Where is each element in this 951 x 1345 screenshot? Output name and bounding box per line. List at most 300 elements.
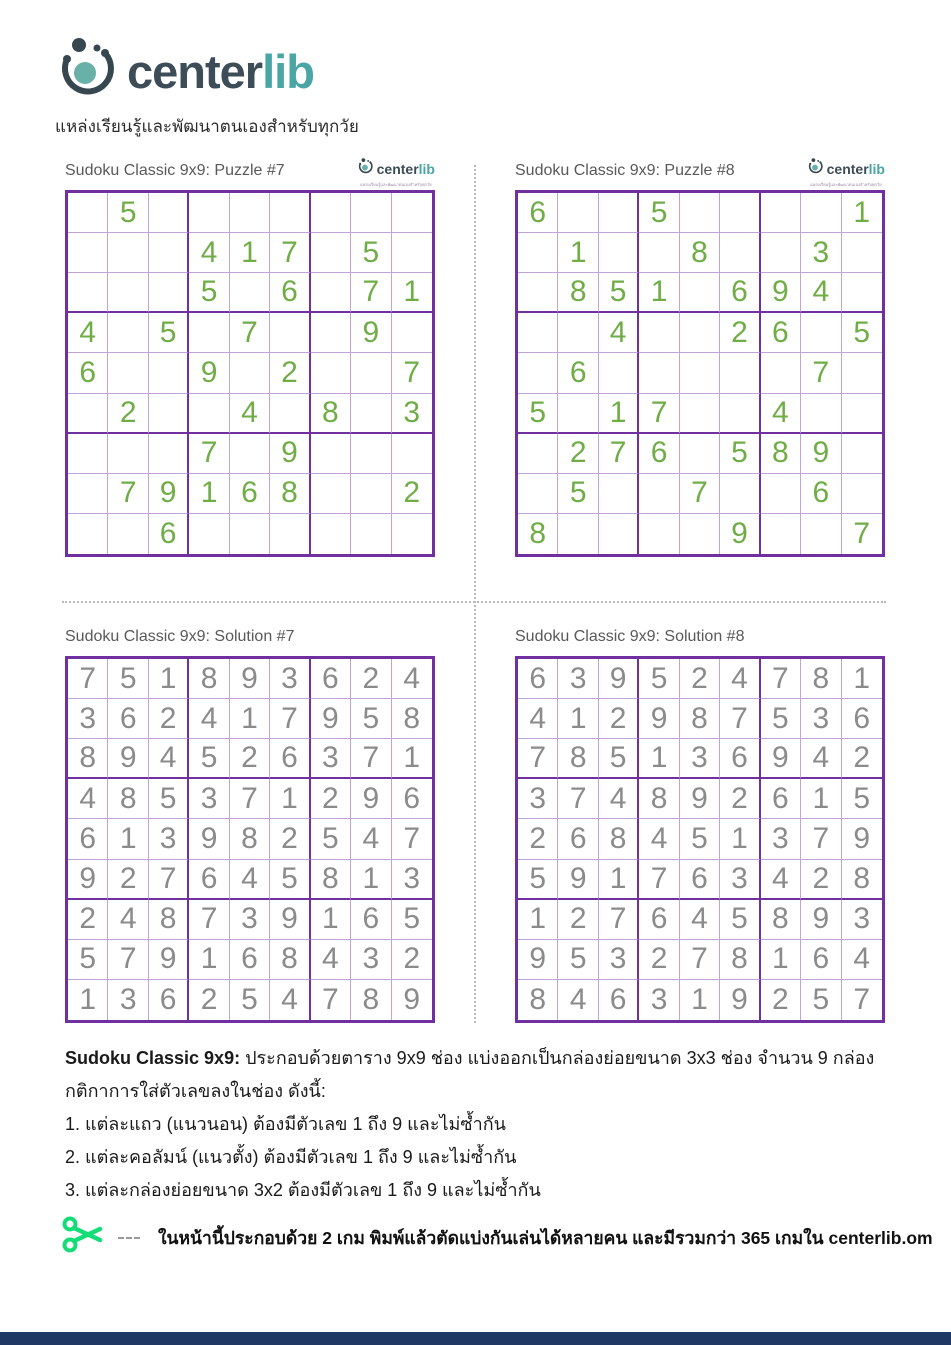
sudoku-cell: 5: [189, 739, 229, 779]
sudoku-cell: 4: [599, 779, 639, 819]
sudoku-cell: [680, 394, 720, 434]
sudoku-cell: 2: [801, 860, 841, 900]
sudoku-cell: [108, 313, 148, 353]
sudoku-cell: 9: [599, 659, 639, 699]
sudoku-cell: 8: [680, 233, 720, 273]
sudoku-cell: 7: [351, 739, 391, 779]
sudoku-cell: 9: [761, 273, 801, 313]
sudoku-cell: [351, 474, 391, 514]
sudoku-cell: 9: [761, 739, 801, 779]
sudoku-cell: 5: [761, 699, 801, 739]
sudoku-cell: 6: [68, 819, 108, 859]
brand-wordmark: [127, 45, 314, 98]
sudoku-cell: 3: [189, 779, 229, 819]
sudoku-cell: 4: [68, 779, 108, 819]
sudoku-cell: [311, 514, 351, 554]
sudoku-cell: 8: [270, 474, 310, 514]
sudoku-cell: 1: [68, 980, 108, 1020]
sudoku-cell: [518, 353, 558, 393]
sudoku-cell: 8: [720, 940, 760, 980]
sudoku-cell: 1: [842, 193, 882, 233]
sudoku-cell: [518, 273, 558, 313]
sudoku-cell: [639, 514, 679, 554]
sudoku-cell: 3: [68, 699, 108, 739]
sudoku-cell: 9: [801, 900, 841, 940]
sudoku-cell: [68, 394, 108, 434]
sudoku-cell: 4: [108, 900, 148, 940]
sudoku-cell: 8: [558, 739, 598, 779]
sudoku-cell: 1: [149, 659, 189, 699]
sudoku-cell: 1: [392, 273, 432, 313]
sudoku-cell: 4: [801, 739, 841, 779]
sudoku-cell: 7: [351, 273, 391, 313]
sudoku-cell: 6: [392, 779, 432, 819]
sudoku-cell: 5: [680, 819, 720, 859]
sudoku-cell: 1: [639, 739, 679, 779]
sudoku-cell: 5: [558, 474, 598, 514]
sudoku-cell: [351, 394, 391, 434]
vertical-cut-divider: [474, 165, 476, 1023]
sudoku-cell: 6: [230, 474, 270, 514]
sudoku-cell: [761, 474, 801, 514]
sudoku-cell: [720, 474, 760, 514]
sudoku-cell: 3: [680, 739, 720, 779]
sudoku-cell: 7: [599, 900, 639, 940]
sudoku-cell: [801, 394, 841, 434]
sudoku-cell: 7: [392, 819, 432, 859]
sudoku-cell: 4: [639, 819, 679, 859]
sudoku-cell: 4: [189, 233, 229, 273]
sudoku-cell: 8: [761, 900, 801, 940]
sudoku-cell: 9: [639, 699, 679, 739]
sudoku-cell: 7: [230, 313, 270, 353]
brand-tagline: แหล่งเรียนรู้และพัฒนาตนเองสำหรับทุกวัย: [55, 117, 359, 136]
sudoku-cell: 2: [720, 779, 760, 819]
sudoku-cell: [351, 193, 391, 233]
sudoku-cell: 9: [680, 779, 720, 819]
sudoku-cell: 7: [189, 900, 229, 940]
sudoku-cell: 1: [599, 860, 639, 900]
sudoku-cell: 5: [801, 980, 841, 1020]
sudoku-cell: 4: [68, 313, 108, 353]
sudoku-cell: [599, 474, 639, 514]
sudoku-cell: [558, 394, 598, 434]
sudoku-cell: [68, 474, 108, 514]
sudoku-cell: 6: [720, 273, 760, 313]
mini-brand-tagline: แหล่งเรียนรู้และพัฒนาตนเองสำหรับทุกวัย: [810, 182, 882, 187]
sudoku-cell: 1: [599, 394, 639, 434]
sudoku-cell: 4: [680, 900, 720, 940]
sudoku-cell: 6: [842, 699, 882, 739]
sudoku-cell: 2: [392, 474, 432, 514]
sudoku-cell: 9: [189, 819, 229, 859]
sudoku-cell: [801, 313, 841, 353]
sudoku-cell: 6: [518, 659, 558, 699]
sudoku-cell: 6: [761, 779, 801, 819]
sudoku-cell: 4: [558, 980, 598, 1020]
sudoku-cell: [392, 514, 432, 554]
sudoku-cell: [518, 313, 558, 353]
sudoku-cell: 3: [801, 699, 841, 739]
sudoku-cell: [518, 434, 558, 474]
sudoku-cell: 6: [720, 739, 760, 779]
sudoku-cell: 3: [720, 860, 760, 900]
sudoku-cell: [518, 233, 558, 273]
sudoku-cell: [270, 313, 310, 353]
sudoku-cell: 1: [270, 779, 310, 819]
sudoku-cell: 7: [189, 434, 229, 474]
sudoku-cell: [720, 353, 760, 393]
sudoku-cell: 7: [311, 980, 351, 1020]
sudoku-cell: 4: [230, 394, 270, 434]
sudoku-cell: 7: [149, 860, 189, 900]
sudoku-cell: 1: [761, 940, 801, 980]
sudoku-cell: 4: [720, 659, 760, 699]
sudoku-cell: 3: [558, 659, 598, 699]
sudoku-cell: 6: [270, 739, 310, 779]
sudoku-cell: 6: [558, 353, 598, 393]
rules-intro: [65, 1042, 890, 1075]
sudoku-cell: 6: [801, 940, 841, 980]
sudoku-cell: 5: [518, 394, 558, 434]
sudoku-cell: 6: [518, 193, 558, 233]
sudoku-cell: 9: [270, 434, 310, 474]
sudoku-cell: [189, 313, 229, 353]
sudoku-cell: 3: [842, 900, 882, 940]
sudoku-cell: 5: [599, 273, 639, 313]
sudoku-cell: 7: [801, 353, 841, 393]
sudoku-cell: 1: [189, 940, 229, 980]
sudoku-cell: [189, 514, 229, 554]
rules-description: [65, 1042, 890, 1207]
sudoku-cell: [392, 193, 432, 233]
sudoku-cell: [558, 514, 598, 554]
sudoku-cell: 4: [270, 980, 310, 1020]
sudoku-cell: 8: [801, 659, 841, 699]
sudoku-cell: [189, 394, 229, 434]
sudoku-cell: 9: [230, 659, 270, 699]
puzzle-7-title: Sudoku Classic 9x9: Puzzle #7: [65, 162, 285, 179]
quadrant-solution-7: [65, 624, 435, 1023]
sudoku-cell: [680, 434, 720, 474]
sudoku-cell: 1: [558, 233, 598, 273]
sudoku-cell: 2: [68, 900, 108, 940]
sudoku-cell: 5: [149, 313, 189, 353]
sudoku-cell: 1: [518, 900, 558, 940]
sudoku-cell: [311, 233, 351, 273]
sudoku-cell: 1: [801, 779, 841, 819]
sudoku-cell: 3: [311, 739, 351, 779]
sudoku-cell: 7: [720, 699, 760, 739]
sudoku-cell: 3: [599, 940, 639, 980]
mini-brand-wordmark: centerlib: [826, 161, 885, 177]
sudoku-cell: [230, 193, 270, 233]
sudoku-cell: [270, 514, 310, 554]
sudoku-cell: 7: [518, 739, 558, 779]
sudoku-cell: 1: [311, 900, 351, 940]
sudoku-cell: 4: [149, 739, 189, 779]
sudoku-cell: 9: [403, 982, 421, 1016]
sudoku-cell: 9: [842, 819, 882, 859]
sudoku-cell: 6: [599, 980, 639, 1020]
header-logo: [55, 36, 359, 140]
sudoku-grid-solution-7: [65, 656, 435, 1023]
sudoku-cell: [311, 434, 351, 474]
sudoku-cell: 3: [518, 779, 558, 819]
sudoku-cell: 9: [351, 779, 391, 819]
rule-2: 2. แต่ละคอลัมน์ (แนวตั้ง) ต้องมีตัวเลข 1 ถึง 9 และไม่ซ้ำกัน: [65, 1147, 517, 1167]
sudoku-cell: 3: [351, 940, 391, 980]
sudoku-cell: [680, 514, 720, 554]
sudoku-cell: 6: [801, 474, 841, 514]
sudoku-cell: 9: [801, 434, 841, 474]
sudoku-cell: [230, 273, 270, 313]
sudoku-cell: [392, 434, 432, 474]
sudoku-cell: 8: [518, 514, 558, 554]
sudoku-cell: 7: [680, 940, 720, 980]
quadrant-puzzle-8: [515, 158, 885, 557]
sudoku-cell: 6: [761, 313, 801, 353]
sudoku-cell: 6: [149, 980, 189, 1020]
sudoku-cell: [842, 434, 882, 474]
sudoku-cell: [311, 313, 351, 353]
sudoku-cell: 5: [720, 434, 760, 474]
sudoku-cell: [761, 193, 801, 233]
sudoku-cell: 2: [558, 900, 598, 940]
rules-subtitle: กติกาการใส่ตัวเลขลงในช่อง ดังนี้:: [65, 1081, 326, 1101]
sudoku-cell: 6: [149, 514, 189, 554]
sudoku-cell: 9: [720, 514, 760, 554]
sudoku-cell: 8: [311, 860, 351, 900]
sudoku-cell: [680, 353, 720, 393]
sudoku-cell: 5: [599, 739, 639, 779]
sudoku-cell: 5: [392, 900, 432, 940]
sudoku-cell: [639, 474, 679, 514]
sudoku-cell: 5: [639, 659, 679, 699]
quadrant-puzzle-7: [65, 158, 435, 557]
sudoku-cell: [108, 273, 148, 313]
sudoku-cell: 3: [392, 394, 432, 434]
sudoku-cell: 2: [230, 739, 270, 779]
sudoku-cell: 5: [842, 779, 882, 819]
sudoku-cell: 6: [311, 659, 351, 699]
sudoku-cell: 1: [558, 699, 598, 739]
puzzle-8-title: Sudoku Classic 9x9: Puzzle #8: [515, 162, 735, 179]
sudoku-cell: 8: [558, 273, 598, 313]
sudoku-grid-solution-8: [515, 656, 885, 1023]
sudoku-cell: [720, 233, 760, 273]
sudoku-cell: 2: [270, 353, 310, 393]
sudoku-cell: 7: [599, 434, 639, 474]
rules-intro-rest: ประกอบด้วยตาราง 9x9 ช่อง แบ่งออกเป็นกล่องย่อยขนาด 3x3 ช่อง จำนวน 9 กล่อง: [240, 1048, 875, 1068]
sudoku-cell: 9: [518, 940, 558, 980]
sudoku-cell: 5: [311, 819, 351, 859]
sudoku-cell: 7: [853, 516, 871, 550]
sudoku-cell: [761, 514, 801, 554]
sudoku-cell: 8: [680, 699, 720, 739]
sudoku-cell: 7: [230, 779, 270, 819]
sudoku-cell: 7: [392, 353, 432, 393]
sudoku-cell: [270, 394, 310, 434]
centerlib-logo-icon: [55, 36, 119, 107]
sudoku-cell: [311, 353, 351, 393]
sudoku-cell: 2: [639, 940, 679, 980]
sudoku-cell: 1: [680, 980, 720, 1020]
sudoku-cell: 9: [189, 353, 229, 393]
sudoku-cell: 5: [639, 193, 679, 233]
sudoku-cell: [149, 353, 189, 393]
sudoku-cell: 9: [311, 699, 351, 739]
sudoku-cell: [599, 514, 639, 554]
sudoku-cell: 2: [518, 819, 558, 859]
sudoku-cell: 2: [842, 739, 882, 779]
mini-brand-tagline: แหล่งเรียนรู้และพัฒนาตนเองสำหรับทุกวัย: [360, 182, 432, 187]
sudoku-cell: [639, 353, 679, 393]
sudoku-cell: 5: [68, 940, 108, 980]
sudoku-cell: 9: [558, 860, 598, 900]
sudoku-cell: [68, 434, 108, 474]
sudoku-cell: 9: [108, 739, 148, 779]
sudoku-cell: 8: [351, 980, 391, 1020]
sudoku-cell: 4: [842, 940, 882, 980]
sudoku-cell: 1: [230, 233, 270, 273]
sudoku-cell: 7: [639, 394, 679, 434]
sudoku-cell: [720, 193, 760, 233]
sudoku-cell: 2: [108, 394, 148, 434]
sudoku-cell: [599, 193, 639, 233]
sudoku-cell: 2: [311, 779, 351, 819]
sudoku-cell: 4: [801, 273, 841, 313]
sudoku-cell: [311, 273, 351, 313]
sudoku-cell: 8: [599, 819, 639, 859]
sudoku-cell: 3: [761, 819, 801, 859]
sudoku-cell: 8: [311, 394, 351, 434]
sudoku-cell: [801, 514, 841, 554]
sudoku-cell: [599, 233, 639, 273]
sudoku-cell: [108, 514, 148, 554]
sudoku-cell: 8: [189, 659, 229, 699]
brand-lib-text: lib: [262, 45, 314, 98]
solution-7-title: Sudoku Classic 9x9: Solution #7: [65, 628, 295, 645]
sudoku-cell: 5: [720, 900, 760, 940]
sudoku-cell: 5: [351, 233, 391, 273]
sudoku-cell: [720, 394, 760, 434]
sudoku-cell: 9: [270, 900, 310, 940]
sudoku-cell: 5: [558, 940, 598, 980]
sudoku-cell: 8: [518, 980, 558, 1020]
sudoku-cell: 3: [639, 980, 679, 1020]
sudoku-cell: 1: [108, 819, 148, 859]
sudoku-cell: [518, 474, 558, 514]
sudoku-cell: 7: [108, 474, 148, 514]
sudoku-cell: [311, 193, 351, 233]
sudoku-cell: [351, 353, 391, 393]
rule-3: 3. แต่ละกล่องย่อยขนาด 3x2 ต้องมีตัวเลข 1 ถึง 9 และไม่ซ้ำกัน: [65, 1180, 541, 1200]
sudoku-cell: 2: [149, 699, 189, 739]
sudoku-cell: [680, 193, 720, 233]
sudoku-cell: 8: [392, 699, 432, 739]
sudoku-cell: 7: [558, 779, 598, 819]
sudoku-cell: 6: [270, 273, 310, 313]
sudoku-cell: 4: [189, 699, 229, 739]
sudoku-grid-puzzle-8: [515, 190, 885, 557]
sudoku-cell: [149, 193, 189, 233]
scissors-icon: [62, 1214, 108, 1261]
sudoku-cell: 7: [853, 982, 871, 1016]
sudoku-cell: 6: [639, 900, 679, 940]
sudoku-cell: [680, 273, 720, 313]
sudoku-cell: [189, 193, 229, 233]
sudoku-cell: 8: [149, 900, 189, 940]
sudoku-cell: 8: [639, 779, 679, 819]
sudoku-cell: 7: [68, 659, 108, 699]
horizontal-cut-divider: [62, 601, 886, 603]
sudoku-cell: [639, 313, 679, 353]
cut-note-text: ในหน้านี้ประกอบด้วย 2 เกม พิมพ์แล้วตัดแบ่งกันเล่นได้หลายคน และมีรวมกว่า 365 เกมใน centerlib.om: [158, 1227, 933, 1248]
sudoku-cell: [801, 193, 841, 233]
sudoku-cell: [230, 514, 270, 554]
sudoku-cell: 2: [720, 313, 760, 353]
sudoku-cell: 3: [108, 980, 148, 1020]
sudoku-cell: [270, 193, 310, 233]
sudoku-cell: [842, 353, 882, 393]
sudoku-cell: 7: [639, 860, 679, 900]
quadrant-solution-8: [515, 624, 885, 1023]
sudoku-cell: [149, 434, 189, 474]
sudoku-cell: 7: [108, 940, 148, 980]
sudoku-cell: 1: [351, 860, 391, 900]
sudoku-cell: 6: [230, 940, 270, 980]
sudoku-cell: [761, 353, 801, 393]
sudoku-cell: [842, 233, 882, 273]
mini-brand-wordmark: centerlib: [376, 161, 435, 177]
sudoku-cell: 4: [599, 313, 639, 353]
sudoku-cell: 4: [230, 860, 270, 900]
sudoku-cell: 1: [639, 273, 679, 313]
sudoku-cell: 8: [108, 779, 148, 819]
sudoku-cell: 6: [351, 900, 391, 940]
sudoku-cell: [558, 313, 598, 353]
cut-dash-line: [118, 1237, 140, 1239]
sudoku-cell: 5: [842, 313, 882, 353]
sudoku-cell: 6: [558, 819, 598, 859]
sudoku-cell: 5: [149, 779, 189, 819]
sudoku-cell: [558, 193, 598, 233]
sudoku-cell: 9: [149, 940, 189, 980]
rule-1: 1. แต่ละแถว (แนวนอน) ต้องมีตัวเลข 1 ถึง 9 และไม่ซ้ำกัน: [65, 1114, 506, 1134]
sudoku-cell: 2: [351, 659, 391, 699]
sudoku-cell: [392, 233, 432, 273]
sudoku-cell: [842, 474, 882, 514]
sudoku-cell: [351, 514, 391, 554]
sudoku-cell: 7: [801, 819, 841, 859]
sudoku-cell: [149, 233, 189, 273]
solution-8-title: Sudoku Classic 9x9: Solution #8: [515, 628, 745, 645]
sudoku-cell: 2: [270, 819, 310, 859]
sudoku-cell: [639, 233, 679, 273]
sudoku-cell: [230, 353, 270, 393]
sudoku-cell: 3: [270, 659, 310, 699]
cut-note: [62, 1214, 933, 1261]
sudoku-cell: 5: [518, 860, 558, 900]
sudoku-cell: [842, 273, 882, 313]
sudoku-cell: 8: [68, 739, 108, 779]
sudoku-cell: 8: [761, 434, 801, 474]
sudoku-cell: [108, 434, 148, 474]
sudoku-cell: 2: [680, 659, 720, 699]
sudoku-cell: [311, 474, 351, 514]
sudoku-cell: 7: [270, 233, 310, 273]
